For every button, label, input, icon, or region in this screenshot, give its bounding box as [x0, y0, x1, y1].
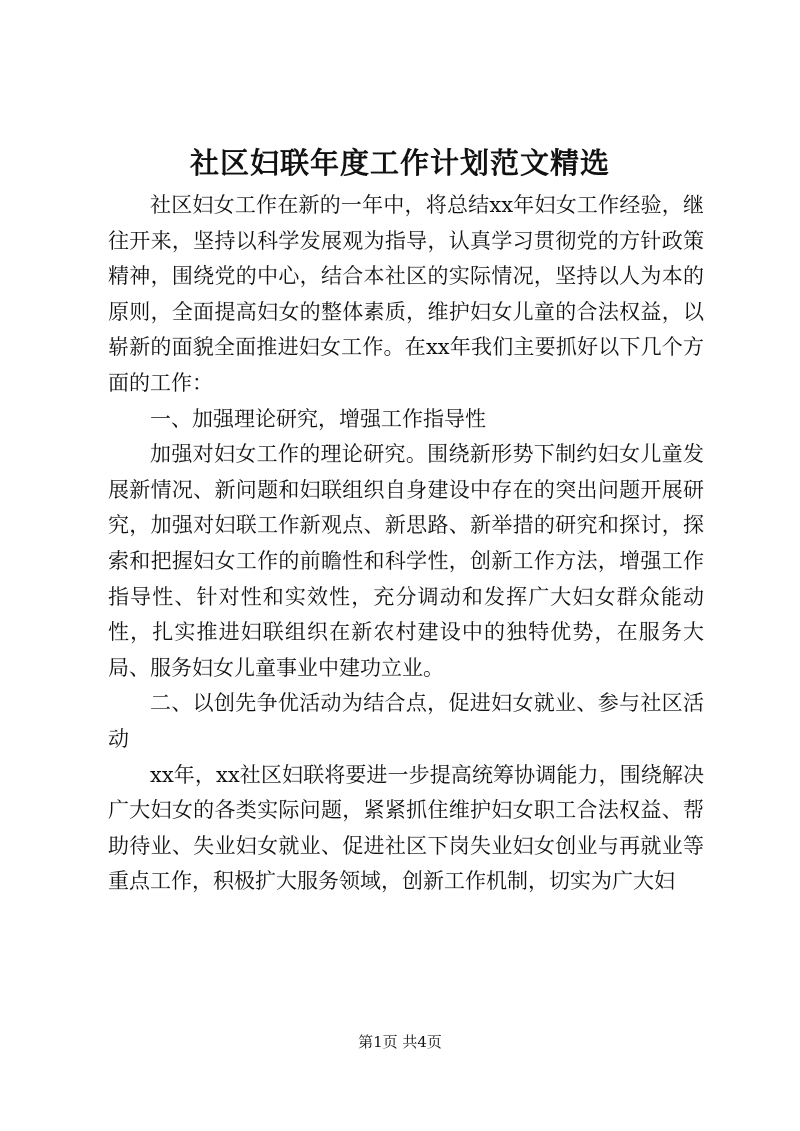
section-heading-1: 一、加强理论研究，增强工作指导性	[150, 406, 486, 431]
page-footer: 第1页 共4页	[358, 1033, 442, 1051]
paragraph-section-2: xx年，xx社区妇联将要进一步提高统筹协调能力，围绕解决广大妇女的各类实际问题，紧紧抓住维护妇女职工合法权益、帮助待业、失业妇女就业、促进社区下岗失业妇女创业与再就业等重点工作，积极扩大服务领域，创新工作机制，切实为广大妇	[108, 762, 704, 894]
section-heading-2: 二、以创先争优活动为结合点，促进妇女就业、参与社区活动	[108, 691, 704, 751]
document-title: 社区妇联年度工作计划范文精选	[189, 146, 610, 180]
paragraph-section-1: 加强对妇女工作的理论研究。围绕新形势下制约妇女儿童发展新情况、新问题和妇联组织自身建设中存在的突出问题开展研究，加强对妇联工作新观点、新思路、新举措的研究和探讨，探索和把握妇女工作的前瞻性和科学性，创新工作方法，增强工作指导性、针对性和实效性，充分调动和发挥广大妇女群众能动性，扎实推进妇联组织在新农村建设中的独特优势，在服务大局、服务妇女儿童事业中建功立业。	[108, 442, 704, 680]
document-body	[108, 188, 704, 900]
paragraph-intro: 社区妇女工作在新的一年中，将总结xx年妇女工作经验，继往开来，坚持以科学发展观为指导，认真学习贯彻党的方针政策精神，围绕党的中心，结合本社区的实际情况，坚持以人为本的原则，全面提高妇女的整体素质，维护妇女儿童的合法权益，以崭新的面貌全面推进妇女工作。在xx年我们主要抓好以下几个方面的工作：	[108, 193, 704, 395]
